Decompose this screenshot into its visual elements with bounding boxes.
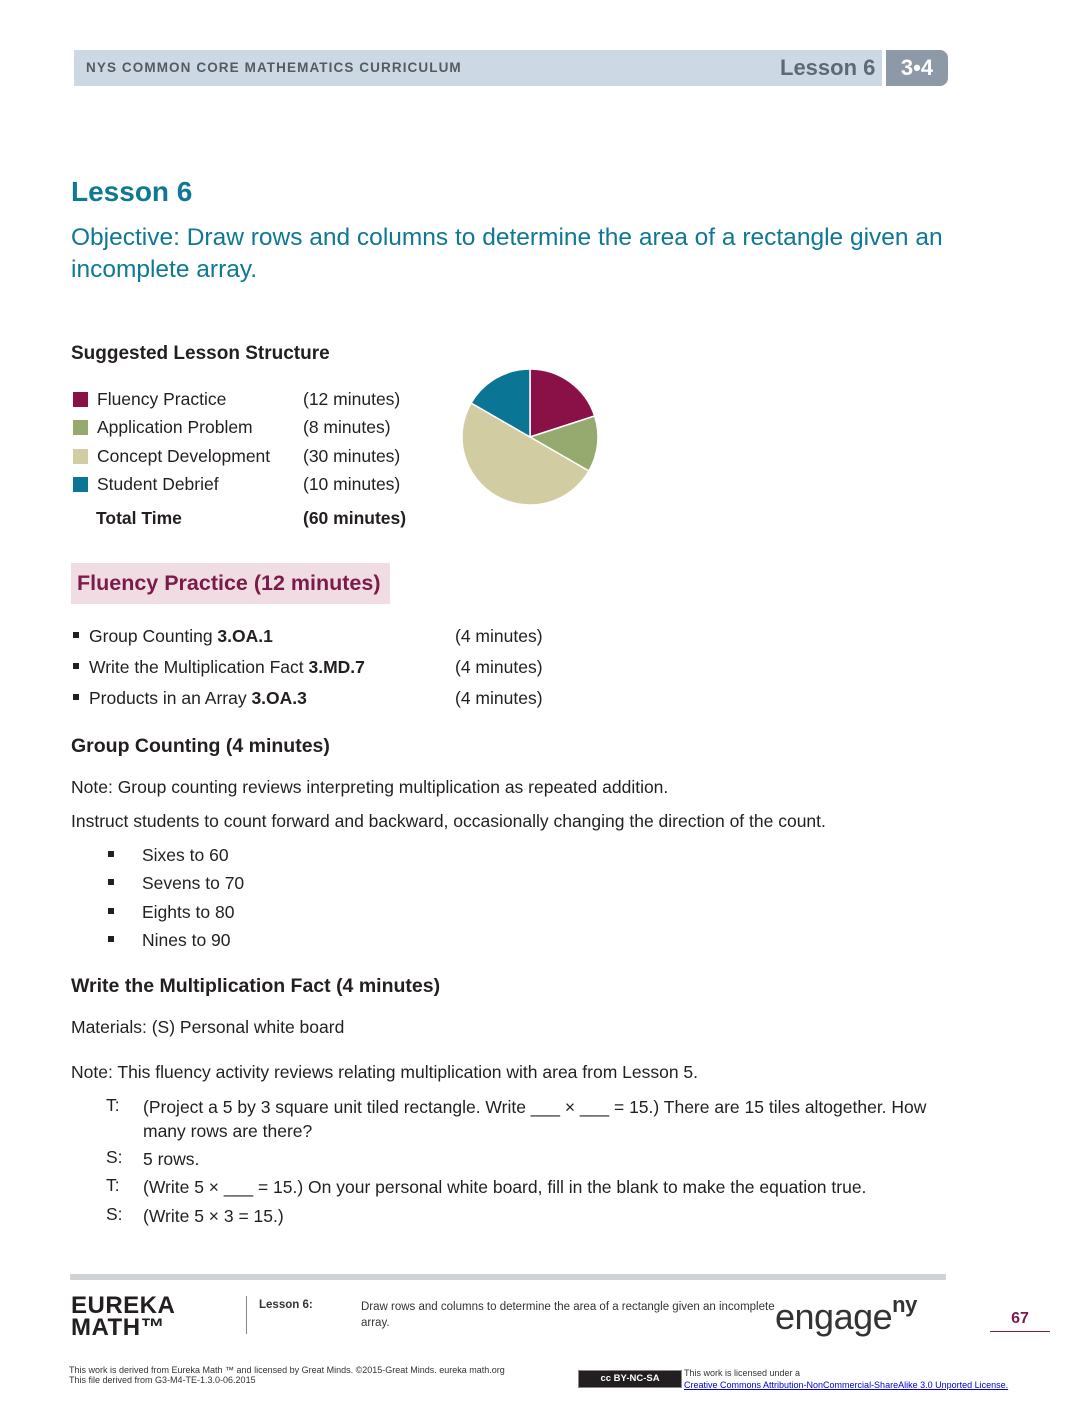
square-bullet-icon: [108, 879, 114, 885]
fluency-item-minutes: (4 minutes): [455, 657, 543, 677]
structure-minutes: (10 minutes): [303, 474, 401, 494]
list-item-text: Eights to 80: [142, 902, 235, 922]
legend-swatch: [73, 449, 88, 464]
footer-rule: [70, 1274, 946, 1280]
license-notice: [684, 1367, 1008, 1391]
list-item-text: Sixes to 60: [142, 845, 229, 865]
square-bullet-icon: [73, 694, 79, 700]
dialogue-text: (Project a 5 by 3 square unit tiled rectangle. Write ___ × ___ = 15.) There are 15 tiles altogether. How many rows are there?: [143, 1097, 927, 1141]
total-time-label: Total Time: [96, 508, 182, 528]
speaker: T:: [106, 1175, 120, 1195]
structure-label: Concept Development: [97, 446, 271, 466]
logo-text: engage: [775, 1296, 893, 1337]
page-number: 67: [1011, 1310, 1029, 1327]
legend-swatch: [73, 477, 88, 492]
group-counting-note: Note: Group counting reviews interpreting multiplication as repeated addition.: [71, 777, 669, 797]
fluency-item-name: Write the Multiplication Fact: [89, 657, 309, 677]
license-line: This work is licensed under a: [684, 1368, 801, 1378]
fluency-heading: Fluency Practice (12 minutes): [77, 571, 381, 595]
logo-line: MATH™: [71, 1314, 166, 1341]
dialogue-text: (Write 5 × 3 = 15.): [143, 1206, 284, 1226]
fluency-item-standard: 3.MD.7: [308, 657, 365, 677]
eureka-math-logo: [71, 1292, 176, 1341]
engageny-logo: [775, 1292, 917, 1338]
legend-swatch: [73, 392, 88, 407]
square-bullet-icon: [108, 851, 114, 857]
grade-module-badge: 3•4: [886, 50, 948, 86]
fluency-item-standard: 3.OA.3: [251, 688, 307, 708]
derivation-line: This work is derived from Eureka Math ™ and licensed by Great Minds. ©2015-Great Minds. eureka math.org: [69, 1365, 505, 1375]
speaker: S:: [106, 1204, 123, 1224]
structure-label: Application Problem: [97, 417, 253, 437]
fluency-item-name: Group Counting: [89, 626, 218, 646]
structure-heading: Suggested Lesson Structure: [71, 343, 330, 364]
logo-superscript: ny: [892, 1292, 917, 1317]
lesson-structure-pie-chart: [455, 362, 605, 512]
dialogue-text: 5 rows.: [143, 1149, 200, 1169]
square-bullet-icon: [73, 663, 79, 669]
footer-description: Draw rows and columns to determine the area of a rectangle given an incomplete array.: [361, 1301, 775, 1329]
legend-swatch: [73, 420, 88, 435]
structure-minutes: (12 minutes): [303, 389, 401, 409]
square-bullet-icon: [108, 908, 114, 914]
fluency-item-minutes: (4 minutes): [455, 626, 543, 646]
cc-license-icon: cc BY-NC-SA: [578, 1370, 682, 1388]
fluency-item-standard: 3.OA.1: [217, 626, 273, 646]
total-time-minutes: (60 minutes): [303, 508, 407, 528]
curriculum-label: NYS COMMON CORE MATHEMATICS CURRICULUM: [86, 60, 462, 75]
speaker: T:: [106, 1095, 120, 1115]
group-counting-heading: Group Counting (4 minutes): [71, 735, 330, 757]
derivation-line: This file derived from G3-M4-TE-1.3.0-06.2015: [69, 1375, 256, 1385]
materials: Materials: (S) Personal white board: [71, 1017, 345, 1037]
derivation-notice: [69, 1365, 505, 1385]
list-item-text: Sevens to 70: [142, 873, 245, 893]
page-title: Lesson 6: [71, 176, 193, 207]
header-lesson: Lesson 6: [780, 55, 876, 80]
objective: Objective: Draw rows and columns to determine the area of a rectangle given an incomplete array.: [71, 224, 943, 283]
square-bullet-icon: [73, 632, 79, 638]
dialogue-text: (Write 5 × ___ = 15.) On your personal white board, fill in the blank to make the equation true.: [143, 1177, 867, 1197]
page-number-rule: [990, 1331, 1050, 1332]
structure-label: Fluency Practice: [97, 389, 227, 409]
license-link[interactable]: Creative Commons Attribution-NonCommercial-ShareAlike 3.0 Unported License.: [684, 1380, 1009, 1390]
fluency-item-name: Products in an Array: [89, 688, 252, 708]
speaker: S:: [106, 1147, 123, 1167]
fluency-item-minutes: (4 minutes): [455, 688, 543, 708]
footer-lesson: Lesson 6:: [259, 1299, 313, 1311]
mult-fact-heading: Write the Multiplication Fact (4 minutes): [71, 975, 441, 997]
structure-label: Student Debrief: [97, 474, 219, 494]
group-counting-instruction: Instruct students to count forward and backward, occasionally changing the direction of the count.: [71, 811, 826, 831]
square-bullet-icon: [108, 936, 114, 942]
footer-divider: [246, 1296, 247, 1334]
list-item-text: Nines to 90: [142, 930, 231, 950]
structure-minutes: (30 minutes): [303, 446, 401, 466]
logo-line: EUREKA: [71, 1292, 176, 1319]
mult-fact-note: Note: This fluency activity reviews relating multiplication with area from Lesson 5.: [71, 1062, 699, 1082]
structure-minutes: (8 minutes): [303, 417, 391, 437]
